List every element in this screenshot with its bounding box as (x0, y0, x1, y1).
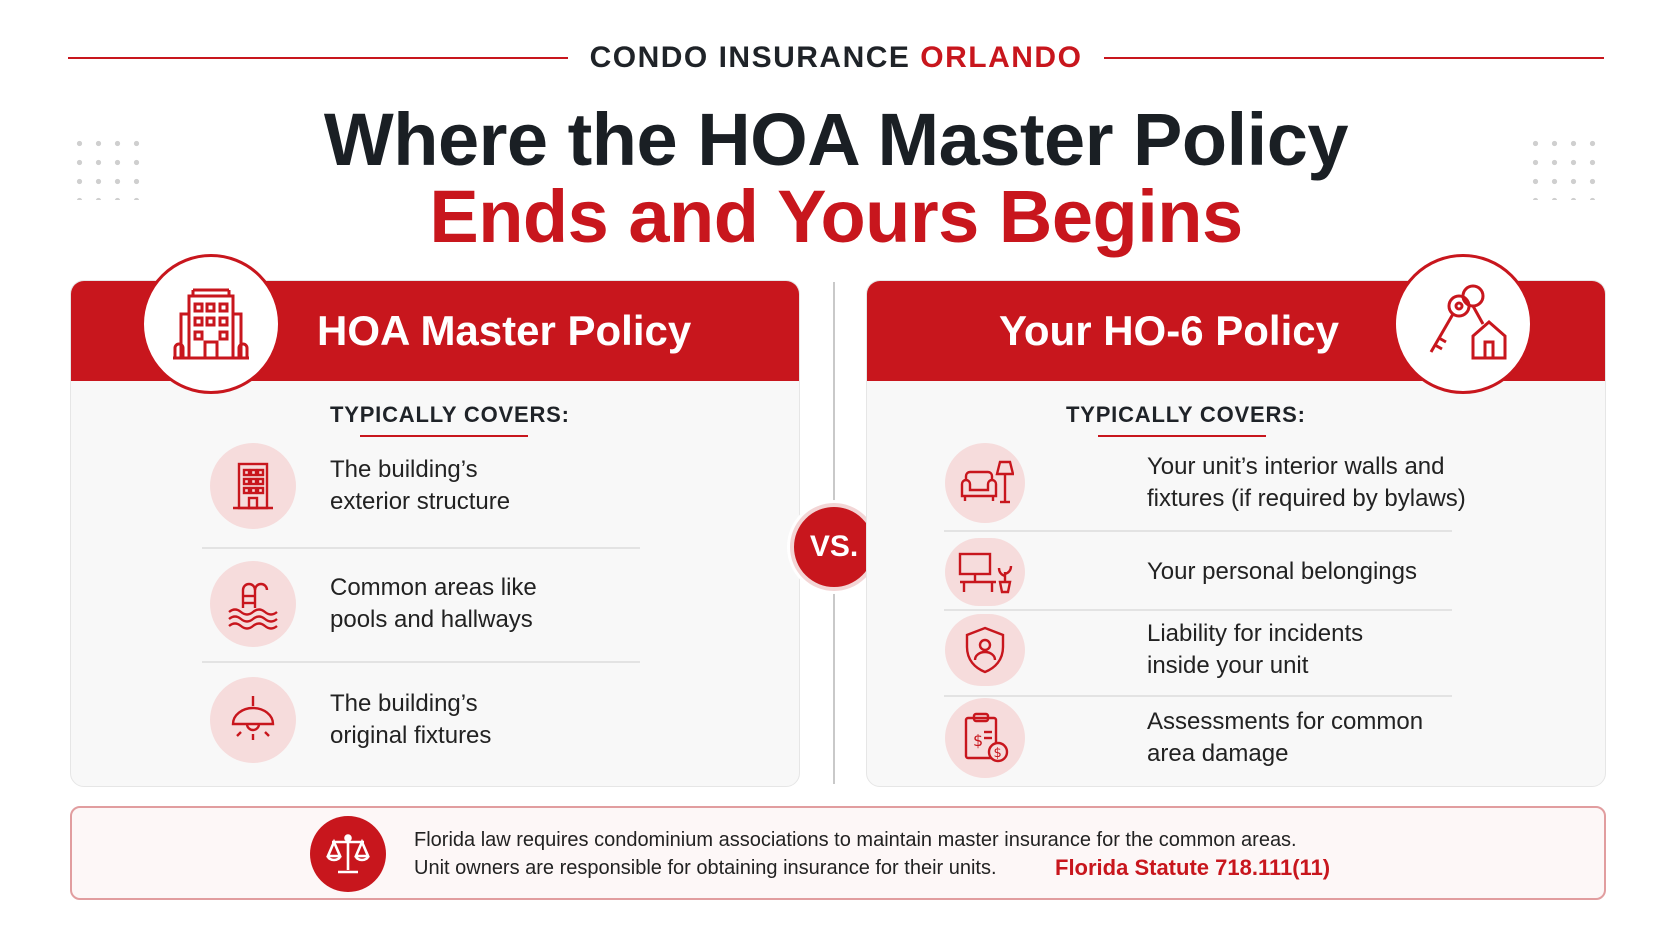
ho6-separator-1 (944, 530, 1452, 532)
brand-row (68, 38, 1604, 78)
sofa-lamp-icon (945, 443, 1025, 523)
hoa-item-exterior (210, 443, 510, 529)
hoa-covers-underline (360, 435, 528, 437)
computer-plant-icon (945, 538, 1025, 606)
ho6-item-text: Your unit’s interior walls and fixtures (if required by bylaws) (1147, 453, 1466, 512)
hoa-item-text: Common areas like pools and hallways (330, 574, 537, 633)
statute-reference: Florida Statute 718.111(11) (1055, 855, 1331, 880)
clipboard-dollar-icon (945, 698, 1025, 778)
ho6-covers-label: TYPICALLY COVERS: (1066, 402, 1306, 427)
legal-footer (70, 806, 1606, 900)
brand-name (568, 41, 1105, 75)
brand-line-left (68, 57, 568, 59)
ho6-covers-underline (1098, 435, 1266, 437)
hoa-card-heading: HOA Master Policy (317, 307, 692, 354)
ho6-item-text: Assessments for common area damage (1147, 708, 1424, 767)
vs-badge: VS. (790, 503, 878, 591)
pool-ladder-icon (210, 561, 296, 647)
ceiling-lamp-icon (210, 677, 296, 763)
keys-house-icon (1393, 254, 1533, 394)
page-title-line2: Ends and Yours Begins (429, 175, 1243, 258)
ho6-item-text: Your personal belongings (1147, 558, 1417, 585)
brand-part2: ORLANDO (920, 41, 1083, 74)
hoa-separator-2 (202, 661, 640, 663)
hoa-item-text: The building’s exterior structure (330, 456, 511, 515)
shield-person-icon (945, 614, 1025, 686)
hoa-separator-1 (202, 547, 640, 549)
hoa-item-common-areas (210, 561, 537, 647)
building-icon (141, 254, 281, 394)
svg-text:$: $ (993, 746, 1002, 761)
building-small-icon (210, 443, 296, 529)
ho6-card-heading: Your HO-6 Policy (999, 307, 1339, 354)
ho6-item-interior (945, 443, 1466, 523)
ho6-separator-2 (944, 609, 1452, 611)
page-title-line1: Where the HOA Master Policy (323, 98, 1349, 181)
svg-text:$: $ (973, 731, 984, 750)
hoa-covers-label: TYPICALLY COVERS: (330, 402, 570, 427)
footer-line2: Unit owners are responsible for obtaining insurance for their units. (414, 857, 997, 879)
scales-icon (310, 816, 386, 892)
hoa-item-fixtures (210, 677, 491, 763)
brand-part1: CONDO INSURANCE (589, 41, 911, 74)
brand-line-right (1104, 57, 1604, 59)
footer-line1: Florida law requires condominium associations to maintain master insurance for the common areas. (414, 829, 1297, 851)
ho6-item-text: Liability for incidents inside your unit (1147, 620, 1364, 679)
ho6-item-assessments (945, 698, 1423, 778)
ho6-item-liability (945, 614, 1363, 686)
hoa-item-text: The building’s original fixtures (330, 690, 492, 749)
ho6-separator-3 (944, 695, 1452, 697)
ho6-item-belongings (945, 538, 1417, 606)
